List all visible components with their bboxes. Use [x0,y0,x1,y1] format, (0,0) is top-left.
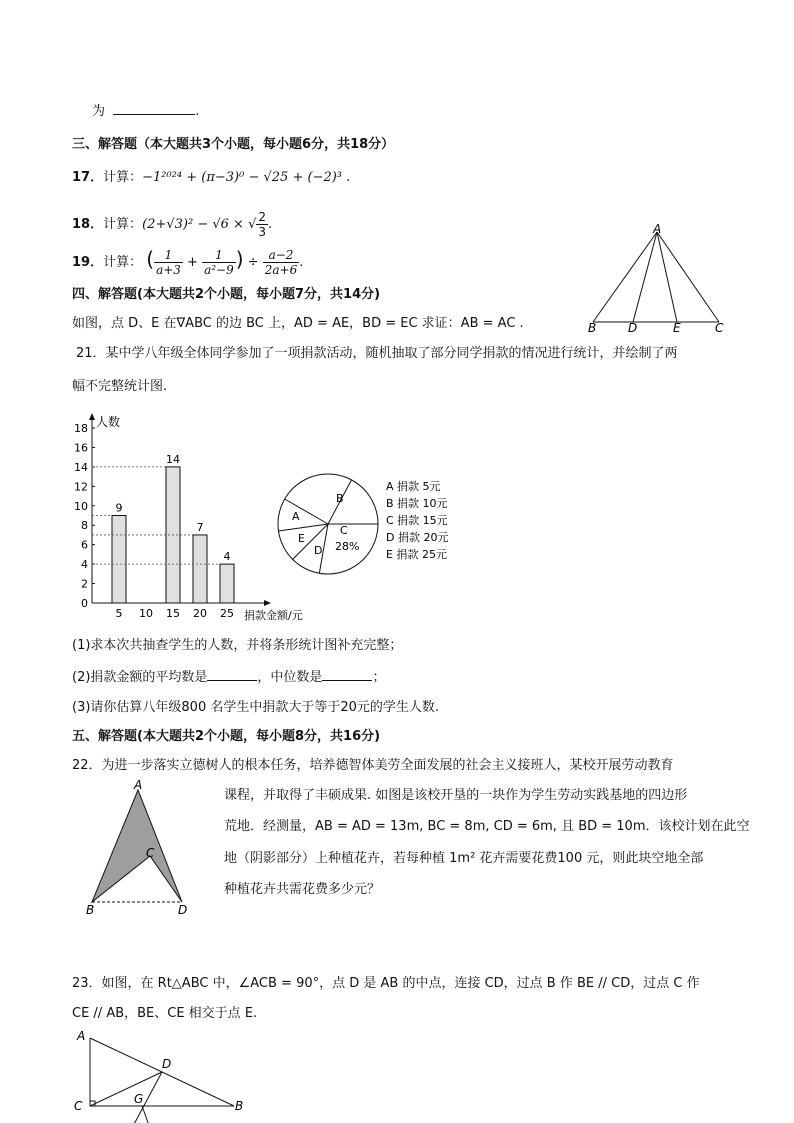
bar [112,516,126,604]
q21-line1: 21．某中学八年级全体同学参加了一项捐款活动，随机抽取了部分同学捐款的情况进行统计，并绘制了两 [76,346,678,361]
q22-line3: 荒地．经测量，AB = AD = 13m, BC = 8m, CD = 6m, 且 BD = 10m．该校计划在此空 [224,819,750,834]
pie-slice-label-E: E [298,532,305,545]
label-D: D [628,321,638,335]
q22-line5: 种植花卉共需花费多少元？ [224,882,381,897]
bar-value-label: 7 [196,520,204,534]
q17: 17．计算：−1²⁰²⁴ + (π−3)⁰ − √25 + (−2)³ . [72,170,351,185]
y-tick-label: 2 [81,577,88,591]
pie-slice-c-percent: 28% [335,540,360,553]
label-E: E [673,321,681,335]
q22-line4: 地（阴影部分）上种植花卉，若每种植 1m² 花卉需要花费100 元，则此块空地全部 [224,851,704,866]
q22-quadrilateral-figure [82,780,222,920]
label-B: B [235,1099,244,1113]
y-tick-label: 12 [74,480,88,494]
x-tick-label: 25 [220,607,234,620]
pie-slice-label-A: A [292,510,300,523]
label-A: A [77,1029,86,1043]
label-C: C [74,1099,83,1113]
q21-sub2: (2)捐款金额的平均数是 ，中位数是 ； [72,670,386,685]
q16-answer-blank[interactable] [113,102,195,115]
x-axis-label: 捐款金额/元 [244,609,303,622]
label-G: G [134,1092,144,1106]
x-tick-label: 20 [193,607,207,620]
q16-tail: 为 . [92,104,200,119]
x-tick-label: 5 [115,607,123,620]
q23-figure [72,1028,252,1123]
bar [193,535,207,603]
y-axis-arrow [89,413,95,420]
label-B: B [86,903,95,917]
pie-legend-item: D 捐款 20元 [386,531,449,544]
section4-title: 四、解答题(本大题共2个小题，每小题7分，共14分) [72,287,381,302]
y-tick-label: 16 [74,441,88,455]
y-tick-label: 6 [81,538,88,552]
bar-value-label: 14 [166,452,180,466]
bar [220,564,234,603]
x-tick-label: 10 [139,607,153,620]
median-blank[interactable] [322,668,372,681]
y-axis-label: 人数 [96,415,121,429]
x-axis-arrow [264,600,271,606]
q21-line2: 幅不完整统计图. [72,379,168,394]
pie-legend-item: B 捐款 10元 [386,497,448,510]
pie-legend-item: C 捐款 15元 [386,514,448,527]
y-tick-label: 8 [81,519,88,533]
bar-value-label: 4 [223,550,231,564]
y-tick-label: 4 [81,558,88,572]
label-A: A [653,222,662,236]
q23-line2: CE // AB，BE、CE 相交于点 E. [72,1006,258,1021]
label-C: C [146,846,155,860]
q20-triangle-figure [585,222,735,335]
pie-chart [272,470,472,590]
pie-slice-label-C: C [340,524,348,537]
y-tick-label: 18 [74,422,88,435]
pie-slice-label-B: B [336,492,344,505]
label-D: D [162,1057,172,1071]
label-B: B [588,321,597,335]
average-blank[interactable] [207,668,257,681]
pie-legend-item: E 捐款 25元 [386,548,447,561]
q22-line2: 课程，并取得了丰硕成果. 如图是该校开垦的一块作为学生劳动实践基地的四边形 [224,788,688,803]
pie-slice-label-D: D [314,544,323,557]
pie-legend-item: A 捐款 5元 [386,480,441,493]
label-D: D [178,903,188,917]
y-tick-label: 14 [74,460,88,474]
q18: 18．计算：(2+√3)² − √6 × √ $\frac{2}{3}$ . [72,210,273,239]
label-C: C [715,321,724,335]
section5-title: 五、解答题(本大题共2个小题，每小题8分，共16分) [72,729,381,744]
y-tick-label: 10 [74,499,88,513]
y-tick-label: 0 [81,597,88,610]
section3-title: 三、解答题（本大题共3个小题，每小题6分，共18分） [72,137,395,152]
x-tick-label: 15 [166,607,180,620]
q23-line1: 23．如图，在 Rt△ABC 中，∠ACB = 90°，点 D 是 AB 的中点，连接 CD，过点 B 作 BE // CD，过点 C 作 [72,976,700,991]
label-A: A [134,778,143,792]
q21-sub3: (3)请你估算八年级800 名学生中捐款大于等于20元的学生人数. [72,700,440,715]
q21-sub1: (1)求本次共抽查学生的人数，并将条形统计图补充完整； [72,638,403,653]
q22-line1: 22．为进一步落实立德树人的根本任务，培养德智体美劳全面发展的社会主义接班人，某校开展劳动教育 [72,758,674,773]
q19: 19．计算： ( $\frac{1}{a+3}$ + $\frac{1}{\text{a²−9}}$ ) ÷ $\frac{a-2}{2a+6}$ . [72,247,304,277]
bar-value-label: 9 [115,501,123,515]
q20: 如图，点 D、E 在∇ABC 的边 BC 上，AD = AE，BD = EC 求证：AB = AC . [72,316,524,331]
